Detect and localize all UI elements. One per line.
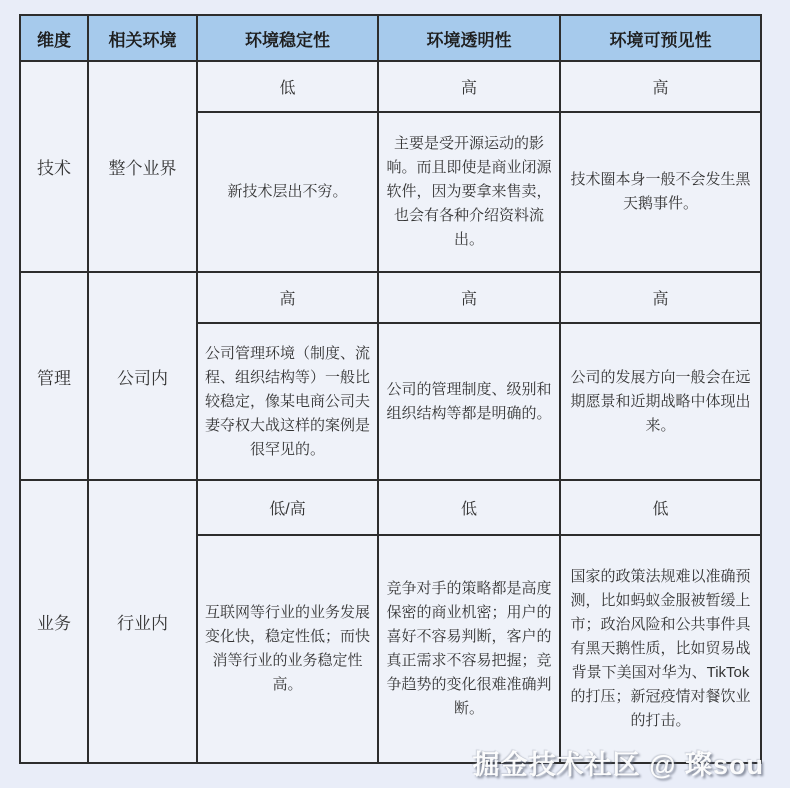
environment-cell-tech: 整个业界	[88, 61, 197, 272]
juejin-watermark: 掘金技术社区 @ 璨sou	[472, 750, 764, 780]
predictability-rating-management: 高	[560, 272, 761, 323]
header-row	[20, 15, 761, 61]
predictability-rating-tech: 高	[560, 61, 761, 112]
predictability-desc-management: 公司的发展方向一般会在远期愿景和近期战略中体现出来。	[560, 323, 761, 480]
stability-desc-business: 互联网等行业的业务发展变化快，稳定性低；而快消等行业的业务稳定性高。	[197, 535, 378, 763]
stability-rating-tech: 低	[197, 61, 378, 112]
transparency-rating-business: 低	[378, 480, 560, 535]
column-header-environment: 相关环境	[88, 15, 197, 61]
column-header-stability: 环境稳定性	[197, 15, 378, 61]
predictability-desc-business: 国家的政策法规难以准确预测，比如蚂蚁金服被暂缓上市；政治风险和公共事件具有黑天鹅性质，比如贸易战背景下美国对华为、TikTok的打压；新冠疫情对餐饮业的打击。	[560, 535, 761, 763]
transparency-rating-tech: 高	[378, 61, 560, 112]
transparency-rating-management: 高	[378, 272, 560, 323]
stability-desc-management: 公司管理环境（制度、流程、组织结构等）一般比较稳定，像某电商公司夫妻夺权大战这样的案例是很罕见的。	[197, 323, 378, 480]
dimension-cell-business: 业务	[20, 480, 88, 763]
stability-desc-tech: 新技术层出不穷。	[197, 112, 378, 272]
predictability-desc-tech: 技术圈本身一般不会发生黑天鹅事件。	[560, 112, 761, 272]
dimension-cell-management: 管理	[20, 272, 88, 480]
transparency-desc-management: 公司的管理制度、级别和组织结构等都是明确的。	[378, 323, 560, 480]
stability-rating-business: 低/高	[197, 480, 378, 535]
dimension-cell-tech: 技术	[20, 61, 88, 272]
environment-analysis-table	[19, 14, 762, 764]
column-header-predictability: 环境可预见性	[560, 15, 761, 61]
column-header-dimension: 维度	[20, 15, 88, 61]
table-row	[20, 61, 761, 112]
environment-cell-business: 行业内	[88, 480, 197, 763]
table-row	[20, 480, 761, 535]
predictability-rating-business: 低	[560, 480, 761, 535]
column-header-transparency: 环境透明性	[378, 15, 560, 61]
transparency-desc-business: 竞争对手的策略都是高度保密的商业机密；用户的喜好不容易判断，客户的真正需求不容易把握；竞争趋势的变化很难准确判断。	[378, 535, 560, 763]
transparency-desc-tech: 主要是受开源运动的影响。而且即使是商业闭源软件，因为要拿来售卖，也会有各种介绍资料流出。	[378, 112, 560, 272]
environment-cell-management: 公司内	[88, 272, 197, 480]
stability-rating-management: 高	[197, 272, 378, 323]
table-row	[20, 272, 761, 323]
